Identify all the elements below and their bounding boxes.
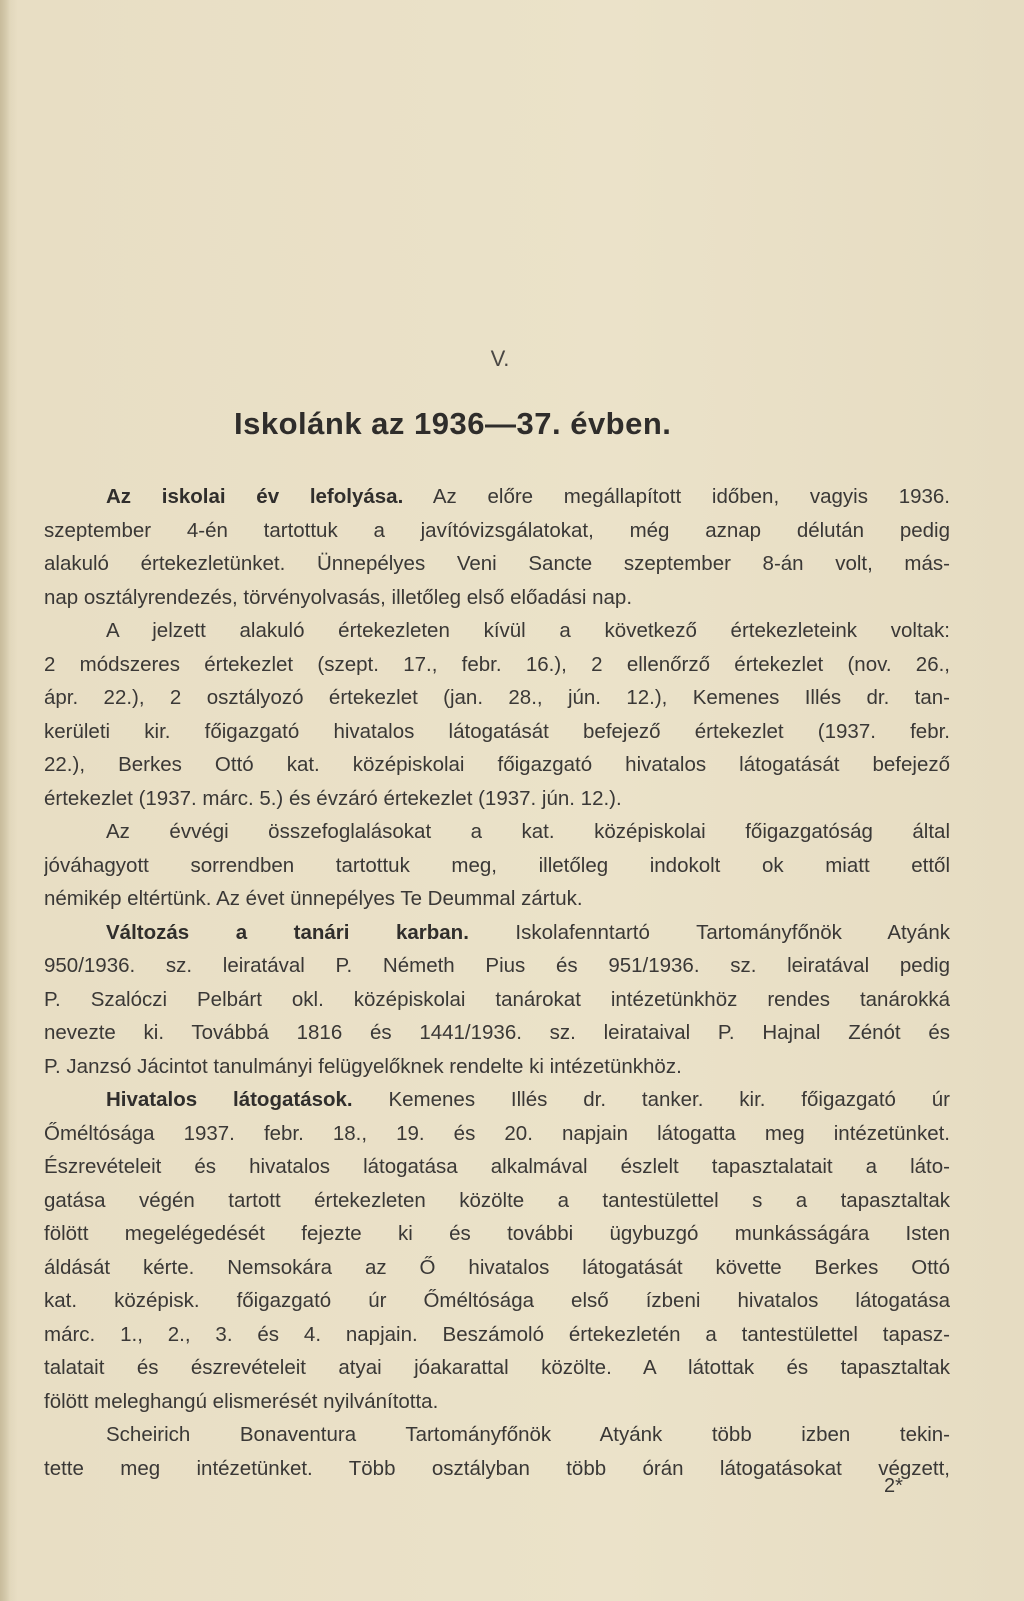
section-heading: Hivatalos látogatások. [106, 1088, 353, 1111]
text-line: 950/1936. sz. leiratával P. Németh Pius és 951/1936. sz. leiratával pedig [44, 954, 950, 977]
text-line: A jelzett alakuló értekezleten kívül a következő értekezleteink voltak: [106, 619, 950, 642]
text-line: talatait és észrevételeit atyai jóakarattal közölte. A látottak és tapasztaltak [44, 1356, 950, 1379]
text-line: némikép eltértünk. Az évet ünnepélyes Te Deummal zártuk. [44, 887, 583, 910]
text-line: szeptember 4-én tartottuk a javítóvizsgálatokat, még aznap délután pedig [44, 518, 950, 542]
chapter-number: V. [490, 346, 510, 371]
text-line: jóváhagyott sorrendben tartottuk meg, illetőleg indokolt ok miatt ettől [44, 853, 950, 877]
text-line: márc. 1., 2., 3. és 4. napjain. Beszámoló értekezletén a tantestülettel tapasz- [44, 1322, 950, 1346]
text-line: Az évvégi összefoglalásokat a kat. középiskolai főigazgatóság által [106, 820, 950, 843]
text-line: alakuló értekezletünket. Ünnepélyes Veni Sancte szeptember 8-án volt, más- [44, 552, 950, 575]
chapter-title: Iskolánk az 1936—37. évben. [234, 406, 672, 441]
text-line: Őméltósága 1937. febr. 18., 19. és 20. napjain látogatta meg intézetünket. [44, 1121, 950, 1145]
text-line: P. Janzsó Jácintot tanulmányi felügyelőknek rendelte ki intézetünkhöz. [44, 1054, 682, 1078]
text-line: kerületi kir. főigazgató hivatalos látogatását befejező értekezlet (1937. febr. [44, 719, 950, 743]
text-line: áldását kérte. Nemsokára az Ő hivatalos látogatását követte Berkes Ottó [44, 1255, 950, 1279]
text-line: P. Szalóczi Pelbárt okl. középiskolai tanárokat intézetünkhöz rendes tanárokká [44, 987, 950, 1011]
text-line: nevezte ki. Továbbá 1816 és 1441/1936. sz. leirataival P. Hajnal Zénót és [44, 1021, 950, 1044]
text-line: fölött meleghangú elismerését nyilvánította. [44, 1389, 439, 1413]
text-line: Hivatalos látogatások. Kemenes Illés dr. tanker. kir. főigazgató úr [106, 1088, 950, 1111]
text-line: tette meg intézetünket. Több osztályban több órán látogatásokat végzett, [44, 1456, 950, 1480]
text-line: Scheirich Bonaventura Tartományfőnök Atyánk több izben tekin- [106, 1423, 950, 1446]
text-line: Változás a tanári karban. Iskolafenntartó Tartományfőnök Atyánk [106, 920, 950, 944]
section-heading: Változás a tanári karban. [106, 920, 469, 944]
text-line: 2 módszeres értekezlet (szept. 17., febr. 16.), 2 ellenőrző értekezlet (nov. 26., [44, 652, 950, 676]
body-text [44, 480, 950, 1485]
text-line: 22.), Berkes Ottó kat. középiskolai főigazgató hivatalos látogatását befejező [44, 753, 950, 776]
text-line: gatása végén tartott értekezleten közölte a tantestülettel s a tapasztaltak [44, 1188, 950, 1212]
text-line: Az iskolai év lefolyása. Az előre megállapított időben, vagyis 1936. [106, 485, 950, 508]
page-edge-shadow [0, 0, 10, 1601]
text-line: Észrevételeit és hivatalos látogatása alkalmával észlelt tapasztalatait a láto- [44, 1155, 950, 1178]
text-line: nap osztályrendezés, törvényolvasás, illetőleg első előadási nap. [44, 585, 633, 609]
section-heading: Az iskolai év lefolyása. [106, 485, 404, 508]
page-number: 2* [884, 1475, 903, 1497]
text-line: értekezlet (1937. márc. 5.) és évzáró értekezlet (1937. jún. 12.). [44, 786, 622, 810]
text-line: fölött megelégedését fejezte ki és további ügybuzgó munkásságára Isten [44, 1222, 950, 1245]
text-line: ápr. 22.), 2 osztályozó értekezlet (jan. 28., jún. 12.), Kemenes Illés dr. tan- [44, 686, 950, 709]
text-line: kat. középisk. főigazgató úr Őméltósága első ízbeni hivatalos látogatása [44, 1289, 950, 1312]
